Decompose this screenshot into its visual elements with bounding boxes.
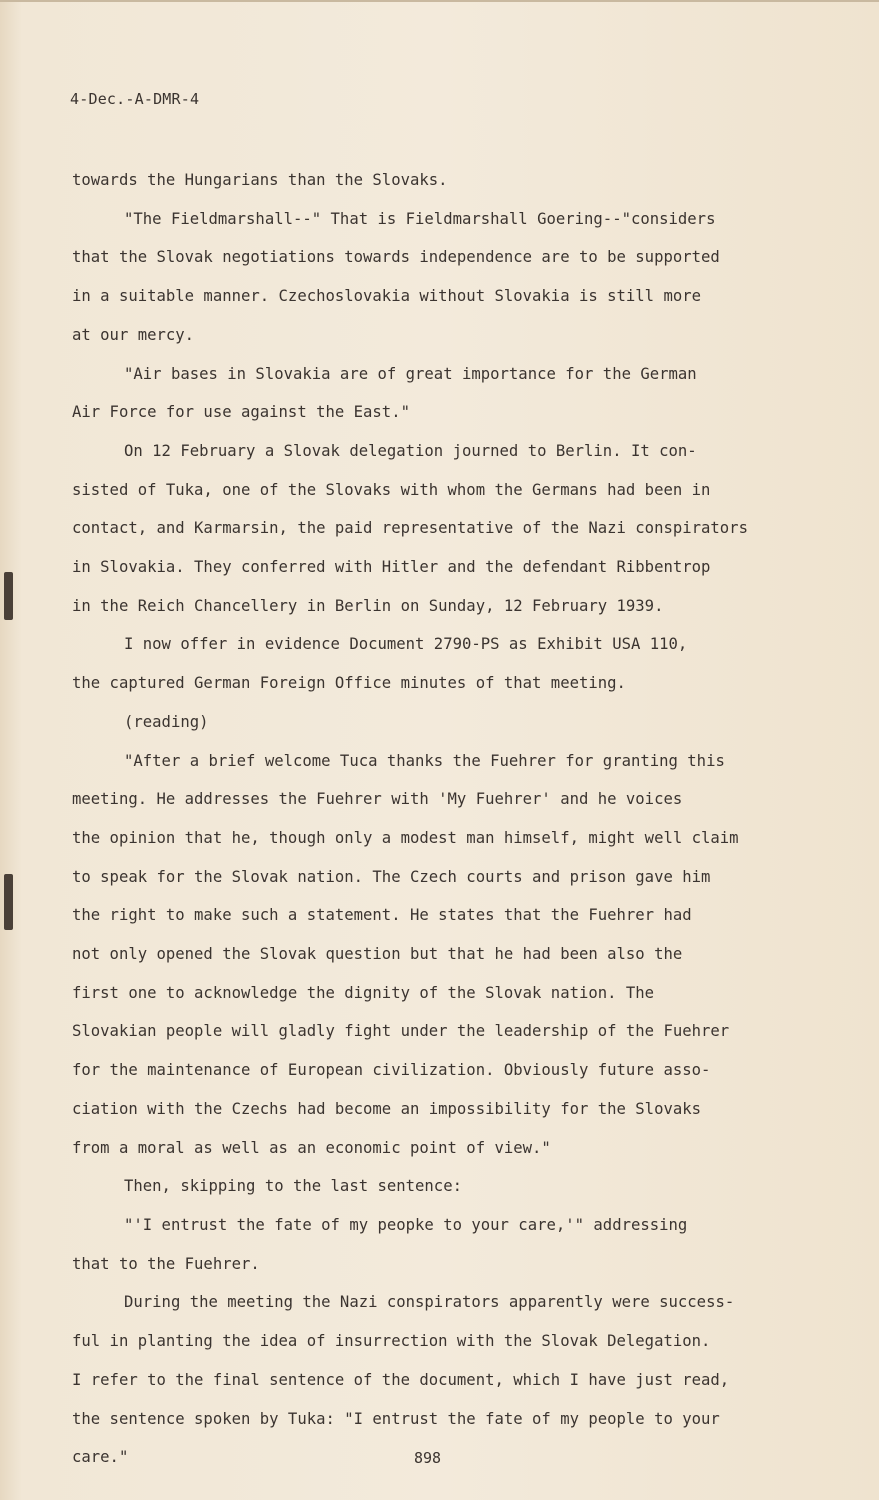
binding-mark-upper — [4, 572, 13, 620]
text-line: the sentence spoken by Tuka: "I entrust the fate of my people to your — [72, 1409, 720, 1428]
document-reference: 4-Dec.-A-DMR-4 — [70, 90, 200, 108]
text-line: (reading) — [124, 712, 209, 731]
text-line: On 12 February a Slovak delegation journed to Berlin. It con- — [124, 441, 697, 460]
text-line: in Slovakia. They conferred with Hitler and the defendant Ribbentrop — [72, 558, 711, 577]
text-line: During the meeting the Nazi conspirators apparently were success- — [124, 1293, 735, 1312]
text-line: that the Slovak negotiations towards independence are to be supported — [72, 248, 720, 267]
text-line: to speak for the Slovak nation. The Czech courts and prison gave him — [72, 867, 711, 886]
text-line: sisted of Tuka, one of the Slovaks with whom the Germans had been in — [72, 480, 711, 499]
text-line: Slovakian people will gladly fight under the leadership of the Fuehrer — [72, 1022, 730, 1041]
text-line: ful in planting the idea of insurrection with the Slovak Delegation. — [72, 1332, 711, 1351]
page-number: 898 — [414, 1449, 442, 1467]
text-line: towards the Hungarians than the Slovaks. — [72, 171, 448, 189]
text-line: I refer to the final sentence of the document, which I have just read, — [72, 1370, 730, 1389]
text-line: "After a brief welcome Tuca thanks the Fuehrer for granting this — [124, 751, 725, 770]
text-line: for the maintenance of European civilization. Obviously future asso- — [72, 1061, 711, 1080]
text-line: contact, and Karmarsin, the paid representative of the Nazi conspirators — [72, 519, 748, 538]
text-line: care." — [72, 1448, 129, 1467]
text-line: meeting. He addresses the Fuehrer with 'My Fuehrer' and he voices — [72, 790, 683, 809]
text-line: in a suitable manner. Czechoslovakia without Slovakia is still more — [72, 287, 702, 306]
text-line: that to the Fuehrer. — [72, 1254, 260, 1273]
binding-mark-lower — [4, 874, 13, 930]
text-line: in the Reich Chancellery in Berlin on Sunday, 12 February 1939. — [72, 596, 664, 615]
text-line: at our mercy. — [72, 325, 195, 344]
text-line: the opinion that he, though only a modest man himself, might well claim — [72, 828, 739, 847]
text-line: "The Fieldmarshall--" That is Fieldmarshall Goering--"considers — [124, 209, 716, 228]
text-line: "Air bases in Slovakia are of great importance for the German — [124, 364, 697, 383]
text-line: first one to acknowledge the dignity of the Slovak nation. The — [72, 983, 655, 1002]
text-line: "'I entrust the fate of my peopke to your care,'" addressing — [124, 1215, 688, 1234]
text-line: the right to make such a statement. He states that the Fuehrer had — [72, 906, 692, 925]
text-line: Air Force for use against the East." — [72, 403, 410, 422]
text-line: the captured German Foreign Office minutes of that meeting. — [72, 674, 626, 693]
transcript-body — [72, 161, 772, 1477]
text-line: Then, skipping to the last sentence: — [124, 1177, 462, 1196]
text-line: from a moral as well as an economic point of view." — [72, 1138, 551, 1157]
text-line: ciation with the Czechs had become an impossibility for the Slovaks — [72, 1099, 702, 1118]
text-line: I now offer in evidence Document 2790-PS as Exhibit USA 110, — [124, 635, 688, 654]
text-line: not only opened the Slovak question but that he had been also the — [72, 945, 683, 964]
